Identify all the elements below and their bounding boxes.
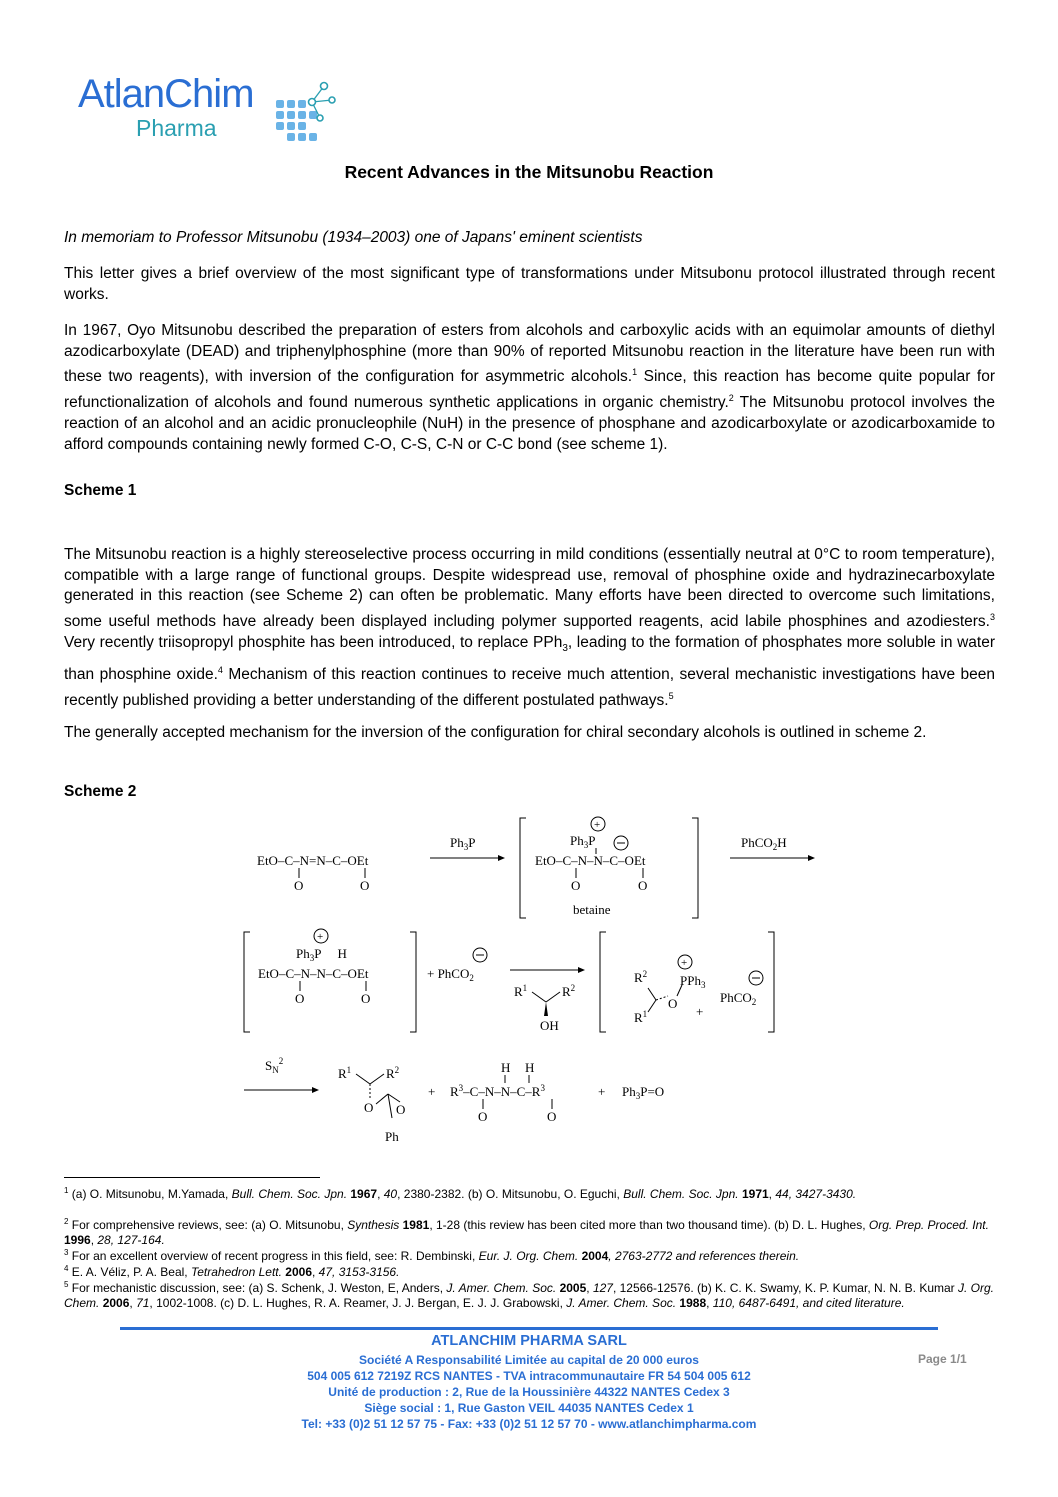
logo-sub-text: Pharma bbox=[136, 115, 217, 141]
svg-text:+: + bbox=[594, 819, 601, 831]
footnote-5 bbox=[64, 1277, 994, 1312]
svg-text:O: O bbox=[295, 991, 305, 1006]
svg-text:R1: $R^1$ bbox=[634, 1009, 648, 1025]
footer-line-3: Unité de production : 2, Rue de la Houssinière 44322 NANTES Cedex 3 bbox=[328, 1385, 730, 1399]
footnote-ref-3: 3 bbox=[989, 612, 995, 623]
footnote-text: , 2380-2382. (b) O. Mitsunobu, O. Eguchi, bbox=[397, 1187, 624, 1201]
svg-text:O: O bbox=[668, 996, 678, 1011]
scheme2-heading: Scheme 2 bbox=[64, 783, 137, 800]
footer-company-name: ATLANCHIM PHARMA SARL bbox=[431, 1333, 627, 1349]
footnote-text: Synthesis bbox=[347, 1218, 400, 1232]
footnote-text: For an excellent overview of recent progress in this field, see: R. Dembinski, bbox=[71, 1249, 479, 1263]
footnote-ref-1: 1 bbox=[632, 367, 638, 378]
footnote-text: 2005 bbox=[559, 1281, 587, 1295]
footnote-text: , 2763-2772 and references therein. bbox=[608, 1249, 800, 1263]
footnote-number: 3 bbox=[64, 1248, 69, 1257]
footnote-text: E. A. Véliz, P. A. Beal, bbox=[71, 1265, 191, 1279]
page-number: Page 1/1 bbox=[918, 1352, 967, 1366]
svg-text:O: O bbox=[361, 991, 371, 1006]
footnote-text: , bbox=[768, 1187, 776, 1201]
footnote-ref-4: 4 bbox=[217, 664, 223, 675]
footnote-text: , 3427-3430. bbox=[788, 1187, 857, 1201]
mechanism-text-d: Mechanism of this reaction continues to receive much attention, several mechanistic investigations have been recently published providing a better understanding of the different postulated pathways. bbox=[64, 665, 995, 709]
svg-text:O: O bbox=[294, 878, 304, 893]
footnote-ref-5: 5 bbox=[668, 690, 674, 701]
footnote-2 bbox=[64, 1214, 994, 1249]
footnote-text: Tetrahedron Lett. bbox=[190, 1265, 282, 1279]
footnote-text: 1996 bbox=[64, 1233, 91, 1248]
svg-text:O: O bbox=[547, 1109, 557, 1124]
footnote-text: , 6487-6491, and cited literature. bbox=[731, 1296, 905, 1311]
footnote-number: 4 bbox=[64, 1264, 69, 1273]
footnote-text: 71 bbox=[136, 1296, 150, 1311]
footnote-text: For mechanistic discussion, see: (a) S. Schenk, J. Weston, E, Anders, bbox=[71, 1281, 447, 1295]
svg-text:R1: $R^1$ bbox=[514, 983, 528, 999]
footnote-text: , 127-164. bbox=[110, 1233, 165, 1248]
svg-text:O: O bbox=[638, 878, 648, 893]
scheme1-heading: Scheme 1 bbox=[64, 482, 137, 499]
svg-text:+: + bbox=[317, 931, 324, 943]
footnote-number: 2 bbox=[64, 1217, 69, 1226]
footnote-text: 44 bbox=[775, 1187, 789, 1201]
footnote-ref-2: 2 bbox=[728, 393, 734, 404]
footnote-text: , bbox=[586, 1281, 593, 1295]
betaine-label: betaine bbox=[573, 902, 611, 917]
svg-text:Ph3P: $Ph_3P$ bbox=[570, 833, 596, 850]
footnote-text: J. Org. Chem. bbox=[64, 1281, 995, 1311]
footnote-number: 5 bbox=[64, 1280, 69, 1289]
logo-main-text: AtlanChim bbox=[78, 72, 254, 116]
footer-line-5: Tel: +33 (0)2 51 12 57 75 - Fax: +33 (0)2 51 12 57 70 - www.atlanchimpharma.com bbox=[301, 1417, 757, 1431]
svg-text:O: O bbox=[364, 1100, 374, 1115]
footnote-text: 40 bbox=[383, 1187, 398, 1201]
reagent-phco2h: PhCO$_2$H bbox=[741, 835, 787, 852]
svg-text:EtO–C–N=N–C–OEt: EtO–C–N=N–C–OEt bbox=[257, 853, 369, 868]
svg-text:O: O bbox=[571, 878, 581, 893]
svg-text:O: O bbox=[360, 878, 370, 893]
sn2-label: $S_N^2$ bbox=[265, 1056, 284, 1075]
footnote-text: For comprehensive reviews, see: (a) O. Mitsunobu, bbox=[71, 1218, 348, 1232]
footer-line-2: 504 005 612 7219Z RCS NANTES - TVA intracommunautaire FR 54 504 005 612 bbox=[307, 1369, 751, 1383]
history-text-b: Since, this reaction has become quite popular for refunctionalization of alcohols and found numerous synthetic applications in organic chemistry. bbox=[64, 368, 996, 412]
footnote-text: 127 bbox=[592, 1281, 613, 1295]
dedication: In memoriam to Professor Mitsunobu (1934–2003) one of Japans' eminent scientists bbox=[64, 229, 643, 246]
footer-divider bbox=[120, 1327, 938, 1330]
svg-text:PhCO2: PhCO$_2$ bbox=[720, 990, 757, 1007]
history-text-a: In 1967, Oyo Mitsunobu described the preparation of esters from alcohols and carboxylic acids with an equimolar amounts of diethyl azodicarboxylate (DEAD) and triphenylphosphine (more than 90% of reported Mitsunobu reaction in the literature have been run with these two reagents), with inversion of the configuration for asymmetric alcohols. bbox=[64, 322, 995, 386]
svg-text:+: + bbox=[598, 1084, 606, 1099]
svg-text:EtO–C–N–N–C–OEt: EtO–C–N–N–C–OEt bbox=[258, 966, 369, 981]
history-paragraph bbox=[64, 321, 995, 456]
footnote-text: Bull. Chem. Soc. Jpn. bbox=[231, 1187, 348, 1201]
footnote-text: , 12566-12576. (b) K. C. K. Swamy, K. P. Kumar, N. N. B. Kumar bbox=[612, 1281, 958, 1295]
svg-text:R2: $R^2$ bbox=[386, 1065, 400, 1081]
footnote-number: 1 bbox=[64, 1186, 69, 1195]
svg-text:R2: $R^2$ bbox=[634, 969, 648, 985]
footnote-text: , 1-28 (this review has been cited more than two thousand time). (b) D. L. Hughes, bbox=[429, 1218, 869, 1232]
svg-text:R3–C–N–N–C–R3: $R^3-C-N-N-C-R^3$ bbox=[450, 1083, 545, 1099]
svg-text:R2: $R^2$ bbox=[562, 983, 576, 999]
svg-text:Ph: Ph bbox=[385, 1129, 399, 1144]
footnote-text: 47 bbox=[318, 1265, 333, 1279]
svg-text:OH: OH bbox=[540, 1018, 559, 1033]
svg-text:+ PhCO2: + PhCO$_2$ bbox=[427, 966, 474, 983]
svg-text:H: H bbox=[501, 1060, 511, 1075]
intro-paragraph: This letter gives a brief overview of the most significant type of transformations under Mitsubonu protocol illustrated through recent works. bbox=[64, 265, 995, 303]
footnote-text: 1971 bbox=[741, 1187, 769, 1201]
footnote-text: , bbox=[706, 1296, 713, 1311]
configuration-paragraph: The generally accepted mechanism for the inversion of the configuration for chiral secondary alcohols is outlined in scheme 2. bbox=[64, 724, 927, 741]
svg-text:+: + bbox=[428, 1084, 436, 1099]
footnote-text: 28 bbox=[97, 1233, 111, 1248]
footnote-text: , 3153-3156. bbox=[332, 1265, 400, 1279]
svg-text:PPh3: PPh$_3$ bbox=[680, 973, 706, 990]
footnote-text: , bbox=[312, 1265, 319, 1279]
footnote-text: 2004 bbox=[581, 1249, 609, 1263]
history-text-c: The Mitsunobu protocol involves the reaction of an alcohol and an acidic pronucleophile (NuH) in the presence of phosphane and azodicarboxylate or azodicarboxamide to afford compounds containing newly formed C-O, C-S, C-N or C-C bond (see scheme 1). bbox=[64, 394, 995, 453]
footer-line-4: Siège social : 1, Rue Gaston VEIL 44035 NANTES Cedex 1 bbox=[364, 1401, 694, 1415]
footnote-text: Eur. J. Org. Chem. bbox=[478, 1249, 579, 1263]
footnote-1 bbox=[64, 1183, 994, 1202]
footnote-text: 2006 bbox=[285, 1265, 312, 1279]
footnote-text: 110 bbox=[712, 1296, 732, 1311]
footnote-text: (a) O. Mitsunobu, M.Yamada, bbox=[71, 1187, 232, 1201]
footnote-text: 2006 bbox=[102, 1296, 130, 1311]
footnote-text: , bbox=[377, 1187, 384, 1201]
scheme2-diagram bbox=[230, 810, 850, 1155]
footnote-text: 1981 bbox=[402, 1218, 430, 1232]
footnote-text: Bull. Chem. Soc. Jpn. bbox=[623, 1187, 739, 1201]
svg-text:+: + bbox=[696, 1004, 704, 1019]
dead-structure bbox=[257, 853, 369, 893]
footnote-text: 1988 bbox=[679, 1296, 707, 1311]
footnote-text: , 1002-1008. (c) D. L. Hughes, R. A. Reamer, J. J. Bergan, E. J. J. Grabowski, bbox=[149, 1296, 567, 1311]
subscript-3: 3 bbox=[562, 643, 568, 655]
reagent-ph3p: $Ph_3P$ bbox=[450, 835, 476, 852]
svg-text:O: O bbox=[396, 1102, 406, 1117]
footer-line-1: Société A Responsabilité Limitée au capital de 20 000 euros bbox=[359, 1353, 699, 1367]
footnote-separator bbox=[64, 1177, 320, 1178]
mechanism-paragraph bbox=[64, 545, 995, 711]
svg-text:O: O bbox=[478, 1109, 488, 1124]
ph3po-product: $Ph_3P=O$ bbox=[622, 1084, 665, 1101]
company-logo bbox=[78, 72, 338, 152]
mechanism-text-a: The Mitsunobu reaction is a highly stereoselective process occurring in mild conditions (essentially neutral at 0°C to room temperature), compatible with a large range of functional groups. Despite widespread use, removal of phosphine oxide and hydrazinecarboxylate generated in this reaction (see Scheme 2) can often be problematic. Many efforts have been directed to overcome such limitations, some useful methods have already been displayed including polymer supported reagents, acid labile phosphines and azodiesters. bbox=[64, 546, 995, 631]
document-title: Recent Advances in the Mitsunobu Reaction bbox=[344, 162, 714, 182]
footnote-text: 1967 bbox=[350, 1187, 378, 1201]
svg-text:+: + bbox=[681, 957, 688, 969]
svg-text:EtO–C–N–N–C–OEt: EtO–C–N–N–C–OEt bbox=[535, 853, 646, 868]
svg-text:Ph3PH: $Ph_3P$ H bbox=[296, 946, 347, 963]
mechanism-text-b: Very recently triisopropyl phosphite has been introduced, to replace PPh bbox=[64, 633, 563, 651]
svg-text:H: H bbox=[525, 1060, 535, 1075]
molecule-dots-icon bbox=[274, 78, 338, 144]
footnote-text: Org. Prep. Proced. Int. bbox=[868, 1218, 989, 1232]
footnote-text: , bbox=[129, 1296, 137, 1311]
footnote-text: , bbox=[90, 1233, 98, 1248]
svg-text:R1: $R^1$ bbox=[338, 1065, 352, 1081]
footnote-text: J. Amer. Chem. Soc. bbox=[446, 1281, 557, 1295]
mechanism-text-c: , leading to the formation of phosphates more soluble in water than phosphine oxide. bbox=[64, 633, 995, 683]
footnote-text: J. Amer. Chem. Soc. bbox=[566, 1296, 677, 1311]
